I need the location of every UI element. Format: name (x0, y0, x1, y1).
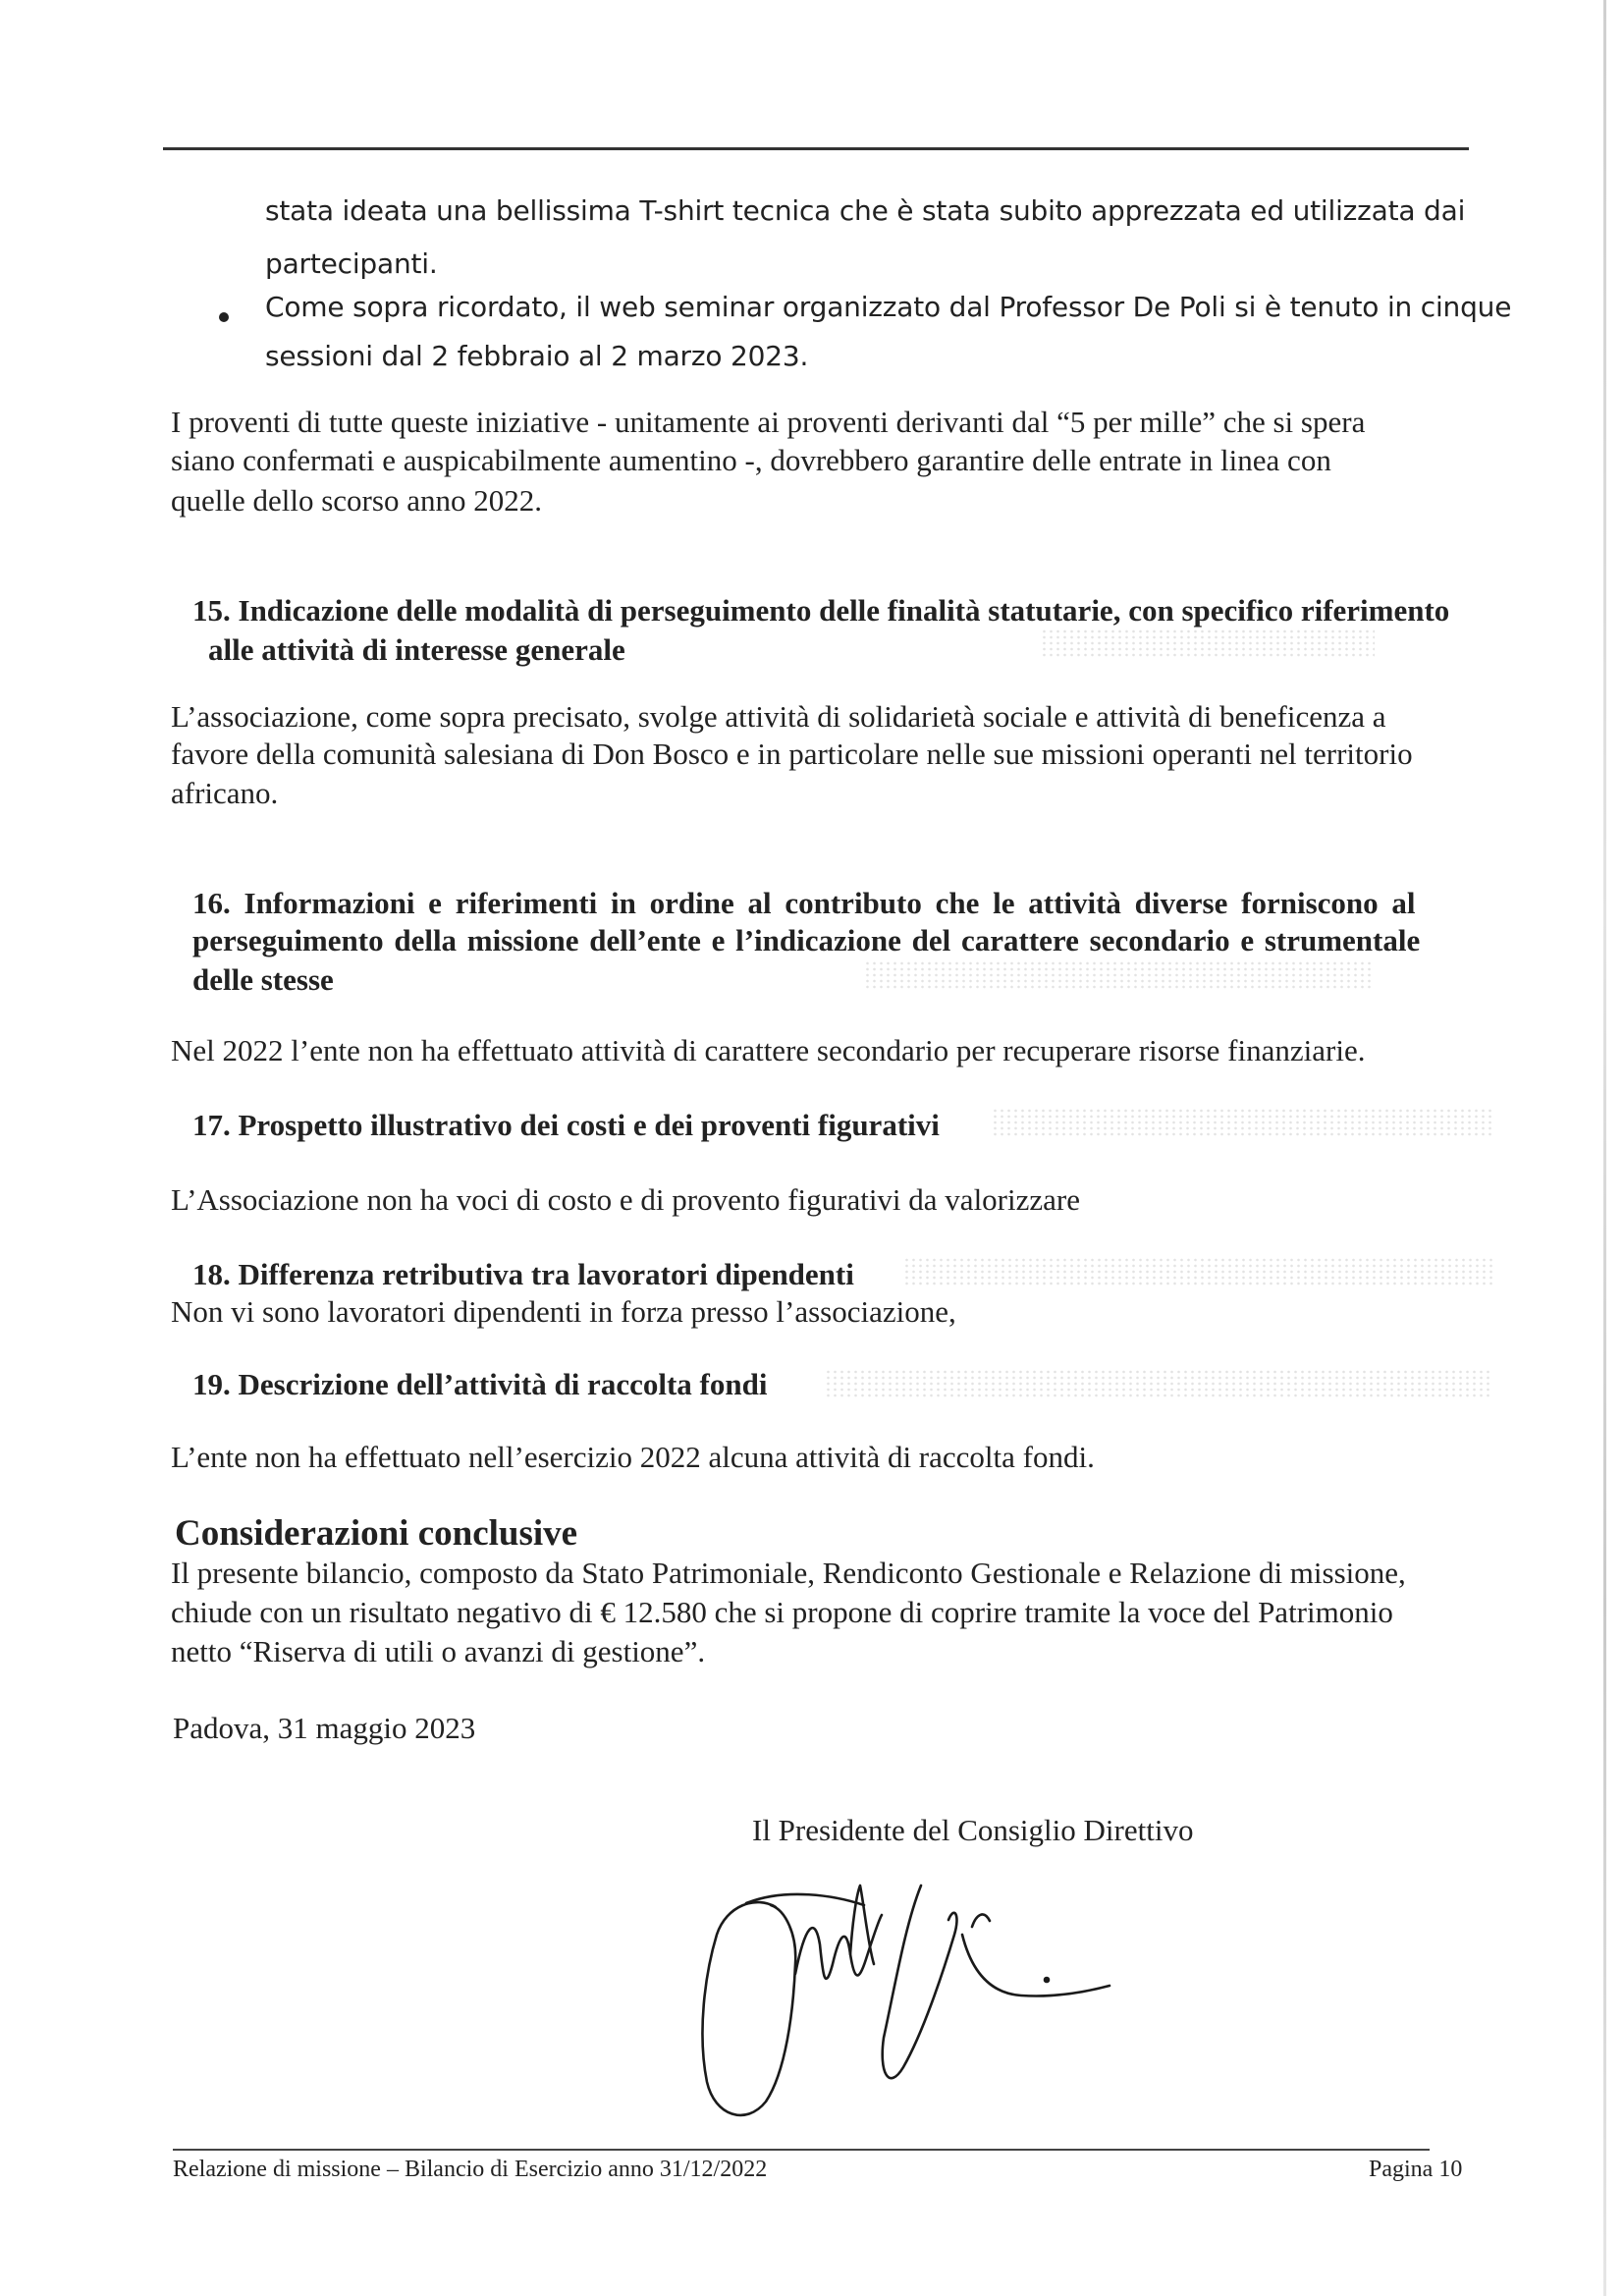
section-16-heading: delle stesse (192, 962, 334, 997)
section-17-heading: 17. Prospetto illustrativo dei costi e dei proventi figurativi (192, 1108, 940, 1142)
footer-left: Relazione di missione – Bilancio di Esercizio anno 31/12/2022 (173, 2157, 768, 2182)
paragraph-line: Non vi sono lavoratori dipendenti in forza presso l’associazione, (171, 1294, 956, 1329)
footer-rule (173, 2149, 1430, 2151)
paragraph-line: favore della comunità salesiana di Don Bosco e in particolare nelle sue missioni operanti nel territorio (171, 737, 1413, 771)
signature-icon (677, 1866, 1227, 2131)
bullet-icon (219, 312, 229, 322)
scan-noise (903, 1257, 1492, 1286)
paragraph-line: Nel 2022 l’ente non ha effettuato attività di carattere secondario per recuperare risorse finanziarie. (171, 1033, 1366, 1067)
conclusion-title: Considerazioni conclusive (175, 1513, 578, 1554)
section-18-heading: 18. Differenza retributiva tra lavoratori dipendenti (192, 1257, 854, 1291)
paragraph-line: Il presente bilancio, composto da Stato Patrimoniale, Rendiconto Gestionale e Relazione di missione, (171, 1556, 1406, 1590)
signatory-title: Il Presidente del Consiglio Direttivo (752, 1813, 1194, 1847)
bullet-text-line: partecipanti. (265, 247, 438, 280)
paragraph-line: netto “Riserva di utili o avanzi di gestione”. (171, 1634, 706, 1668)
paragraph-line: chiude con un risultato negativo di € 12.580 che si propone di coprire tramite la voce del Patrimonio (171, 1595, 1393, 1629)
section-15-heading: 15. Indicazione delle modalità di perseguimento delle finalità statutarie, con specifico riferimento (192, 593, 1450, 628)
bullet-text-line: sessioni dal 2 febbraio al 2 marzo 2023. (265, 340, 809, 372)
scan-noise (825, 1369, 1492, 1398)
scan-noise (992, 1108, 1492, 1137)
paragraph-line: I proventi di tutte queste iniziative - unitamente ai proventi derivanti dal “5 per mille” che si spera (171, 405, 1366, 439)
paragraph-line: L’associazione, come sopra precisato, svolge attività di solidarietà sociale e attività di beneficenza a (171, 699, 1386, 734)
section-16-heading: perseguimento della missione dell’ente e l’indicazione del carattere secondario e strumentale (192, 923, 1421, 957)
place-date: Padova, 31 maggio 2023 (173, 1711, 476, 1745)
paragraph-line: L’ente non ha effettuato nell’esercizio 2022 alcuna attività di raccolta fondi. (171, 1440, 1095, 1474)
paragraph-line: quelle dello scorso anno 2022. (171, 483, 542, 518)
scan-noise (864, 960, 1375, 990)
paragraph-line: africano. (171, 776, 279, 810)
scan-noise (1041, 629, 1375, 658)
paragraph-line: L’Associazione non ha voci di costo e di provento figurativi da valorizzare (171, 1182, 1080, 1217)
bullet-text-line: Come sopra ricordato, il web seminar organizzato dal Professor De Poli si è tenuto in cinque (265, 291, 1512, 323)
bullet-text-line: stata ideata una bellissima T-shirt tecnica che è stata subito apprezzata ed utilizzata dai (265, 194, 1466, 227)
section-19-heading: 19. Descrizione dell’attività di raccolta fondi (192, 1367, 768, 1401)
section-15-heading: alle attività di interesse generale (208, 632, 625, 667)
paragraph-line: siano confermati e auspicabilmente aumentino -, dovrebbero garantire delle entrate in linea con (171, 443, 1331, 477)
page-number: Pagina 10 (1369, 2157, 1463, 2182)
scan-edge (1603, 0, 1606, 2296)
header-rule (163, 147, 1469, 150)
section-16-heading: 16. Informazioni e riferimenti in ordine al contributo che le attività diverse forniscono al (192, 886, 1416, 920)
